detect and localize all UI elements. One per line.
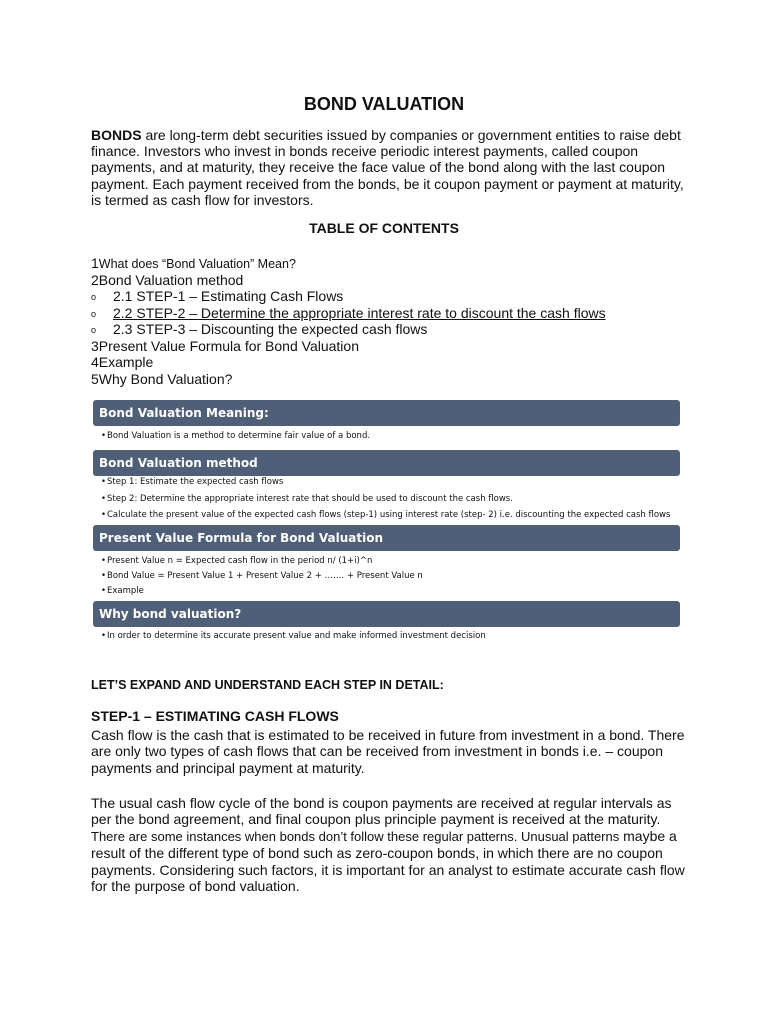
toc-item-label: Present Value Formula for Bond Valuation [98, 337, 359, 354]
toc-item-number: 5 [91, 370, 99, 387]
step1-paragraph-2: The usual cash flow cycle of the bond is coupon payments are received at regular intervals as per the bond agreement, and final coupon plus principle payment is received at the maturity. There are some instances when bonds don’t follow these regular patterns. Unusual patterns maybe a result of the different type of bond such as zero-coupon bonds, in which there are no coupon payments. Considering such factors, it is important for an analyst to estimate accurate cash flow for the purpose of bond valuation. [91, 795, 685, 895]
toc-heading: TABLE OF CONTENTS [309, 220, 459, 236]
toc-item-label: Example [98, 354, 154, 370]
diagram-header-formula: Present Value Formula for Bond Valuation [93, 525, 680, 551]
toc-item-label: Bond Valuation method [98, 271, 244, 288]
expand-heading: LET’S EXPAND AND UNDERSTAND EACH STEP IN DETAIL: [91, 678, 444, 692]
diagram-item: •Step 2: Determine the appropriate interest rate that should be used to discount the cash flows. [101, 494, 513, 504]
page-title: BOND VALUATION [303, 94, 465, 114]
bullet-icon: o [91, 325, 97, 335]
diagram-item: •Bond Valuation is a method to determine fair value of a bond. [101, 431, 371, 441]
toc-item-2[interactable] [91, 272, 691, 289]
bullet-icon: • [101, 631, 107, 641]
table-of-contents [91, 255, 691, 387]
toc-item-2-3[interactable] [91, 321, 691, 338]
bullet-icon: o [91, 308, 97, 319]
diagram-item: •Present Value n = Expected cash flow in the period n/ (1+i)^n [101, 556, 373, 566]
toc-item-2-1[interactable] [91, 288, 691, 305]
toc-item-1[interactable] [91, 255, 691, 272]
toc-item-label: 2.1 STEP-1 – Estimating Cash Flows [113, 288, 344, 304]
toc-item-label: Why Bond Valuation? [98, 370, 233, 387]
diagram-item: •In order to determine its accurate present value and make informed investment decision [101, 631, 486, 641]
diagram-header-method: Bond Valuation method [93, 450, 680, 476]
toc-item-number: 4 [91, 354, 99, 370]
diagram-header-meaning: Bond Valuation Meaning: [93, 400, 680, 426]
bullet-icon: • [101, 586, 107, 596]
intro-paragraph [91, 127, 691, 208]
toc-item-number: 3 [91, 337, 99, 354]
step1-heading: STEP-1 – ESTIMATING CASH FLOWS [91, 708, 339, 724]
bullet-icon: • [101, 556, 107, 566]
bullet-icon: • [101, 494, 107, 504]
toc-item-3[interactable] [91, 338, 691, 355]
diagram-header-why: Why bond valuation? [93, 601, 680, 627]
bullet-icon: o [91, 292, 97, 302]
toc-item-number: 1 [91, 255, 99, 271]
toc-item-5[interactable] [91, 371, 691, 388]
bullet-icon: • [101, 431, 107, 441]
intro-text: are long-term debt securities issued by companies or government entities to raise debt finance. Investors who invest in bonds receive periodic interest payments, called coupon payments, and at maturity, they receive the face value of the bond along with the last coupon payment. Each payment received from the bonds, be it coupon payment or payment at maturity, is termed as cash flow for investors. [91, 127, 684, 208]
diagram-item: •Bond Value = Present Value 1 + Present Value 2 + ……. + Present Value n [101, 571, 423, 581]
bullet-icon: • [101, 477, 107, 487]
diagram-item: •Calculate the present value of the expected cash flows (step-1) using interest rate (step- 2) i.e. discounting the expected cash flows [101, 510, 671, 520]
bullet-icon: • [101, 571, 107, 581]
toc-item-label: What does “Bond Valuation” Mean? [98, 257, 296, 271]
toc-item-number: 2 [91, 271, 99, 288]
bullet-icon: • [101, 510, 107, 520]
intro-lead: BONDS [91, 127, 142, 143]
toc-item-label: 2.2 STEP-2 – Determine the appropriate interest rate to discount the cash flows [113, 304, 606, 321]
diagram-item: •Step 1: Estimate the expected cash flows [101, 477, 284, 487]
step1-paragraph-1: Cash flow is the cash that is estimated to be received in future from investment in a bond. There are only two types of cash flows that can be received from investment in bonds i.e. – coupon payments and principal payment at maturity. [91, 727, 685, 776]
diagram-item: •Example [101, 586, 144, 596]
toc-item-2-2[interactable] [91, 305, 691, 322]
toc-item-4[interactable] [91, 354, 691, 371]
toc-item-label: 2.3 STEP-3 – Discounting the expected cash flows [113, 321, 428, 337]
